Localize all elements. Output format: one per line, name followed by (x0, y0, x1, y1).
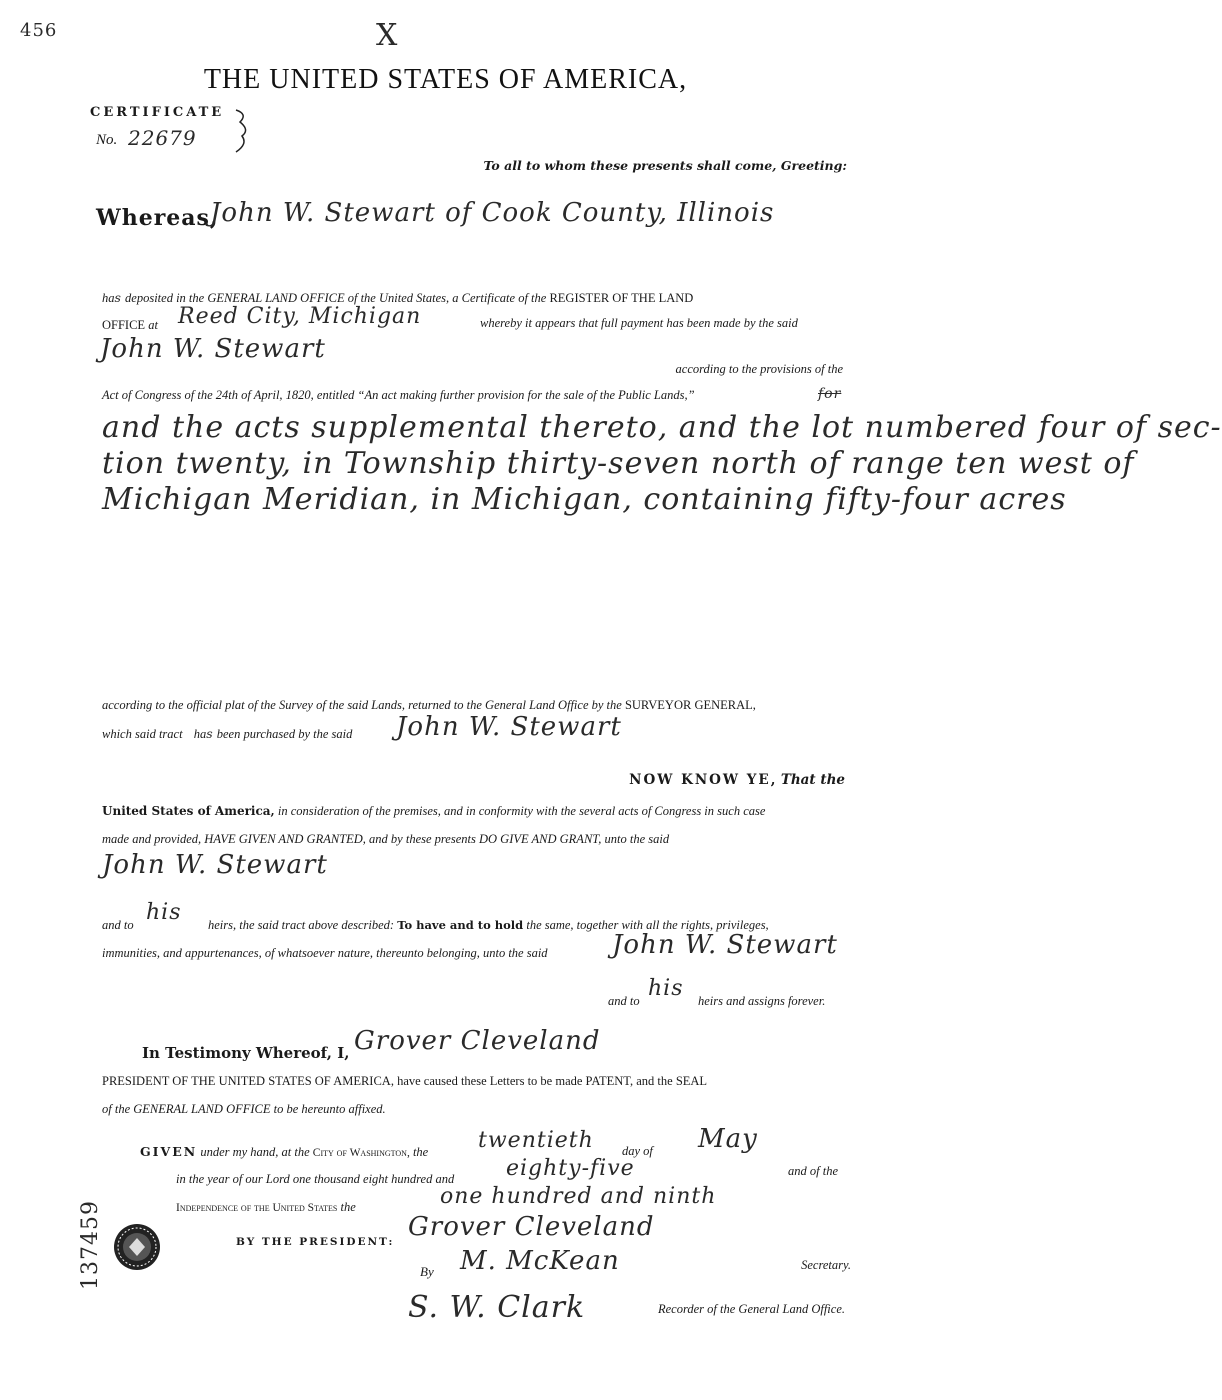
recorder-title: Recorder of the General Land Office. (658, 1302, 845, 1316)
secretary-title: Secretary. (801, 1258, 851, 1272)
whereas-heading: Whereas, (96, 205, 219, 231)
recorder-signature: S. W. Clark (408, 1290, 586, 1325)
president-name-handwritten: Grover Cleveland (354, 1026, 601, 1056)
secretary-signature: M. McKean (460, 1246, 620, 1276)
consideration-line: United States of America, in consideration of the premises, and in conformity with the several acts of Congress in such case (102, 804, 766, 818)
granted-line: made and provided, HAVE GIVEN AND GRANTED, and by these presents DO GIVE AND GRANT, unto the said (102, 832, 670, 846)
for-handwritten: for (818, 386, 842, 402)
margin-number: 137459 (78, 1200, 103, 1290)
given-line: GIVEN under my hand, at the City of Washington, the (140, 1144, 429, 1159)
his-handwritten-1: his (146, 900, 182, 925)
year-handwritten: eighty-five (506, 1156, 635, 1181)
independence-year-handwritten: one hundred and ninth (440, 1184, 717, 1209)
year-line: in the year of our Lord one thousand eight hundred and (176, 1172, 455, 1186)
land-office-handwritten: Reed City, Michigan (178, 304, 422, 329)
page-number: 456 (20, 20, 58, 41)
land-description-line-3: Michigan Meridian, in Michigan, containing fifty-four acres (102, 482, 1067, 517)
purchaser-name-handwritten-4: John W. Stewart (612, 930, 838, 960)
purchased-line: which said tract has been purchased by the said (102, 726, 353, 741)
purchaser-name-handwritten-1: John W. Stewart (100, 334, 326, 364)
seal-icon (112, 1222, 162, 1272)
certificate-number-label: No. (96, 132, 118, 148)
document-title: THE UNITED STATES OF AMERICA, (203, 64, 688, 95)
deposit-line: has deposited in the GENERAL LAND OFFICE of the United States, a Certificate of the REGISTER OF THE LAND (102, 290, 694, 305)
payment-line: whereby it appears that full payment has been made by the said (480, 316, 798, 330)
land-description-line-1: and the acts supplemental thereto, and the lot numbered four of sec- (102, 410, 1222, 445)
now-know-ye-line: NOW KNOW YE, That the (629, 772, 845, 788)
month-handwritten: May (698, 1124, 758, 1154)
land-description-line-2: tion twenty, in Township thirty-seven north of range ten west of (102, 446, 1135, 481)
his-handwritten-2: his (648, 976, 684, 1001)
office-label: OFFICE at (102, 318, 158, 332)
purchaser-name-handwritten-3: John W. Stewart (102, 850, 328, 880)
patent-line: PRESIDENT OF THE UNITED STATES OF AMERICA, have caused these Letters to be made PATENT, and the SEAL (102, 1074, 708, 1088)
assigns-forever: heirs and assigns forever. (698, 994, 826, 1008)
day-of-label: day of (622, 1144, 653, 1158)
provisions-line: according to the provisions of the (675, 362, 843, 376)
grantee-handwritten: John W. Stewart of Cook County, Illinois (210, 198, 775, 228)
certificate-label: CERTIFICATE (90, 105, 225, 120)
by-label: By (420, 1264, 434, 1279)
survey-line: according to the official plat of the Survey of the said Lands, returned to the General Land Office by the SURVEYOR GENERAL, (102, 698, 756, 712)
certificate-number: 22679 (128, 126, 197, 150)
check-mark: X (376, 18, 399, 53)
president-signature: Grover Cleveland (408, 1212, 655, 1242)
heirs-line: heirs, the said tract above described: To have and to hold the same, together with all the rights, privileges, (208, 918, 769, 932)
by-the-president: BY THE PRESIDENT: (236, 1236, 395, 1248)
act-line: Act of Congress of the 24th of April, 1820, entitled “An act making further provision for the sale of the Public Lands,” (102, 388, 695, 402)
bracket-icon (232, 108, 256, 154)
testimony-heading: In Testimony Whereof, I, (142, 1044, 350, 1062)
purchaser-name-handwritten-2: John W. Stewart (396, 712, 622, 742)
greeting: To all to whom these presents shall come, Greeting: (483, 158, 847, 173)
and-of-the: and of the (788, 1164, 838, 1178)
assigns-line-start: and to (608, 994, 640, 1008)
independence-line: Independence of the United States the (176, 1200, 356, 1214)
immunities-line: immunities, and appurtenances, of whatsoever nature, thereunto belonging, unto the said (102, 946, 548, 960)
heirs-line-start: and to (102, 918, 134, 932)
day-handwritten: twentieth (478, 1128, 594, 1153)
seal-line: of the GENERAL LAND OFFICE to be hereunto affixed. (102, 1102, 386, 1116)
